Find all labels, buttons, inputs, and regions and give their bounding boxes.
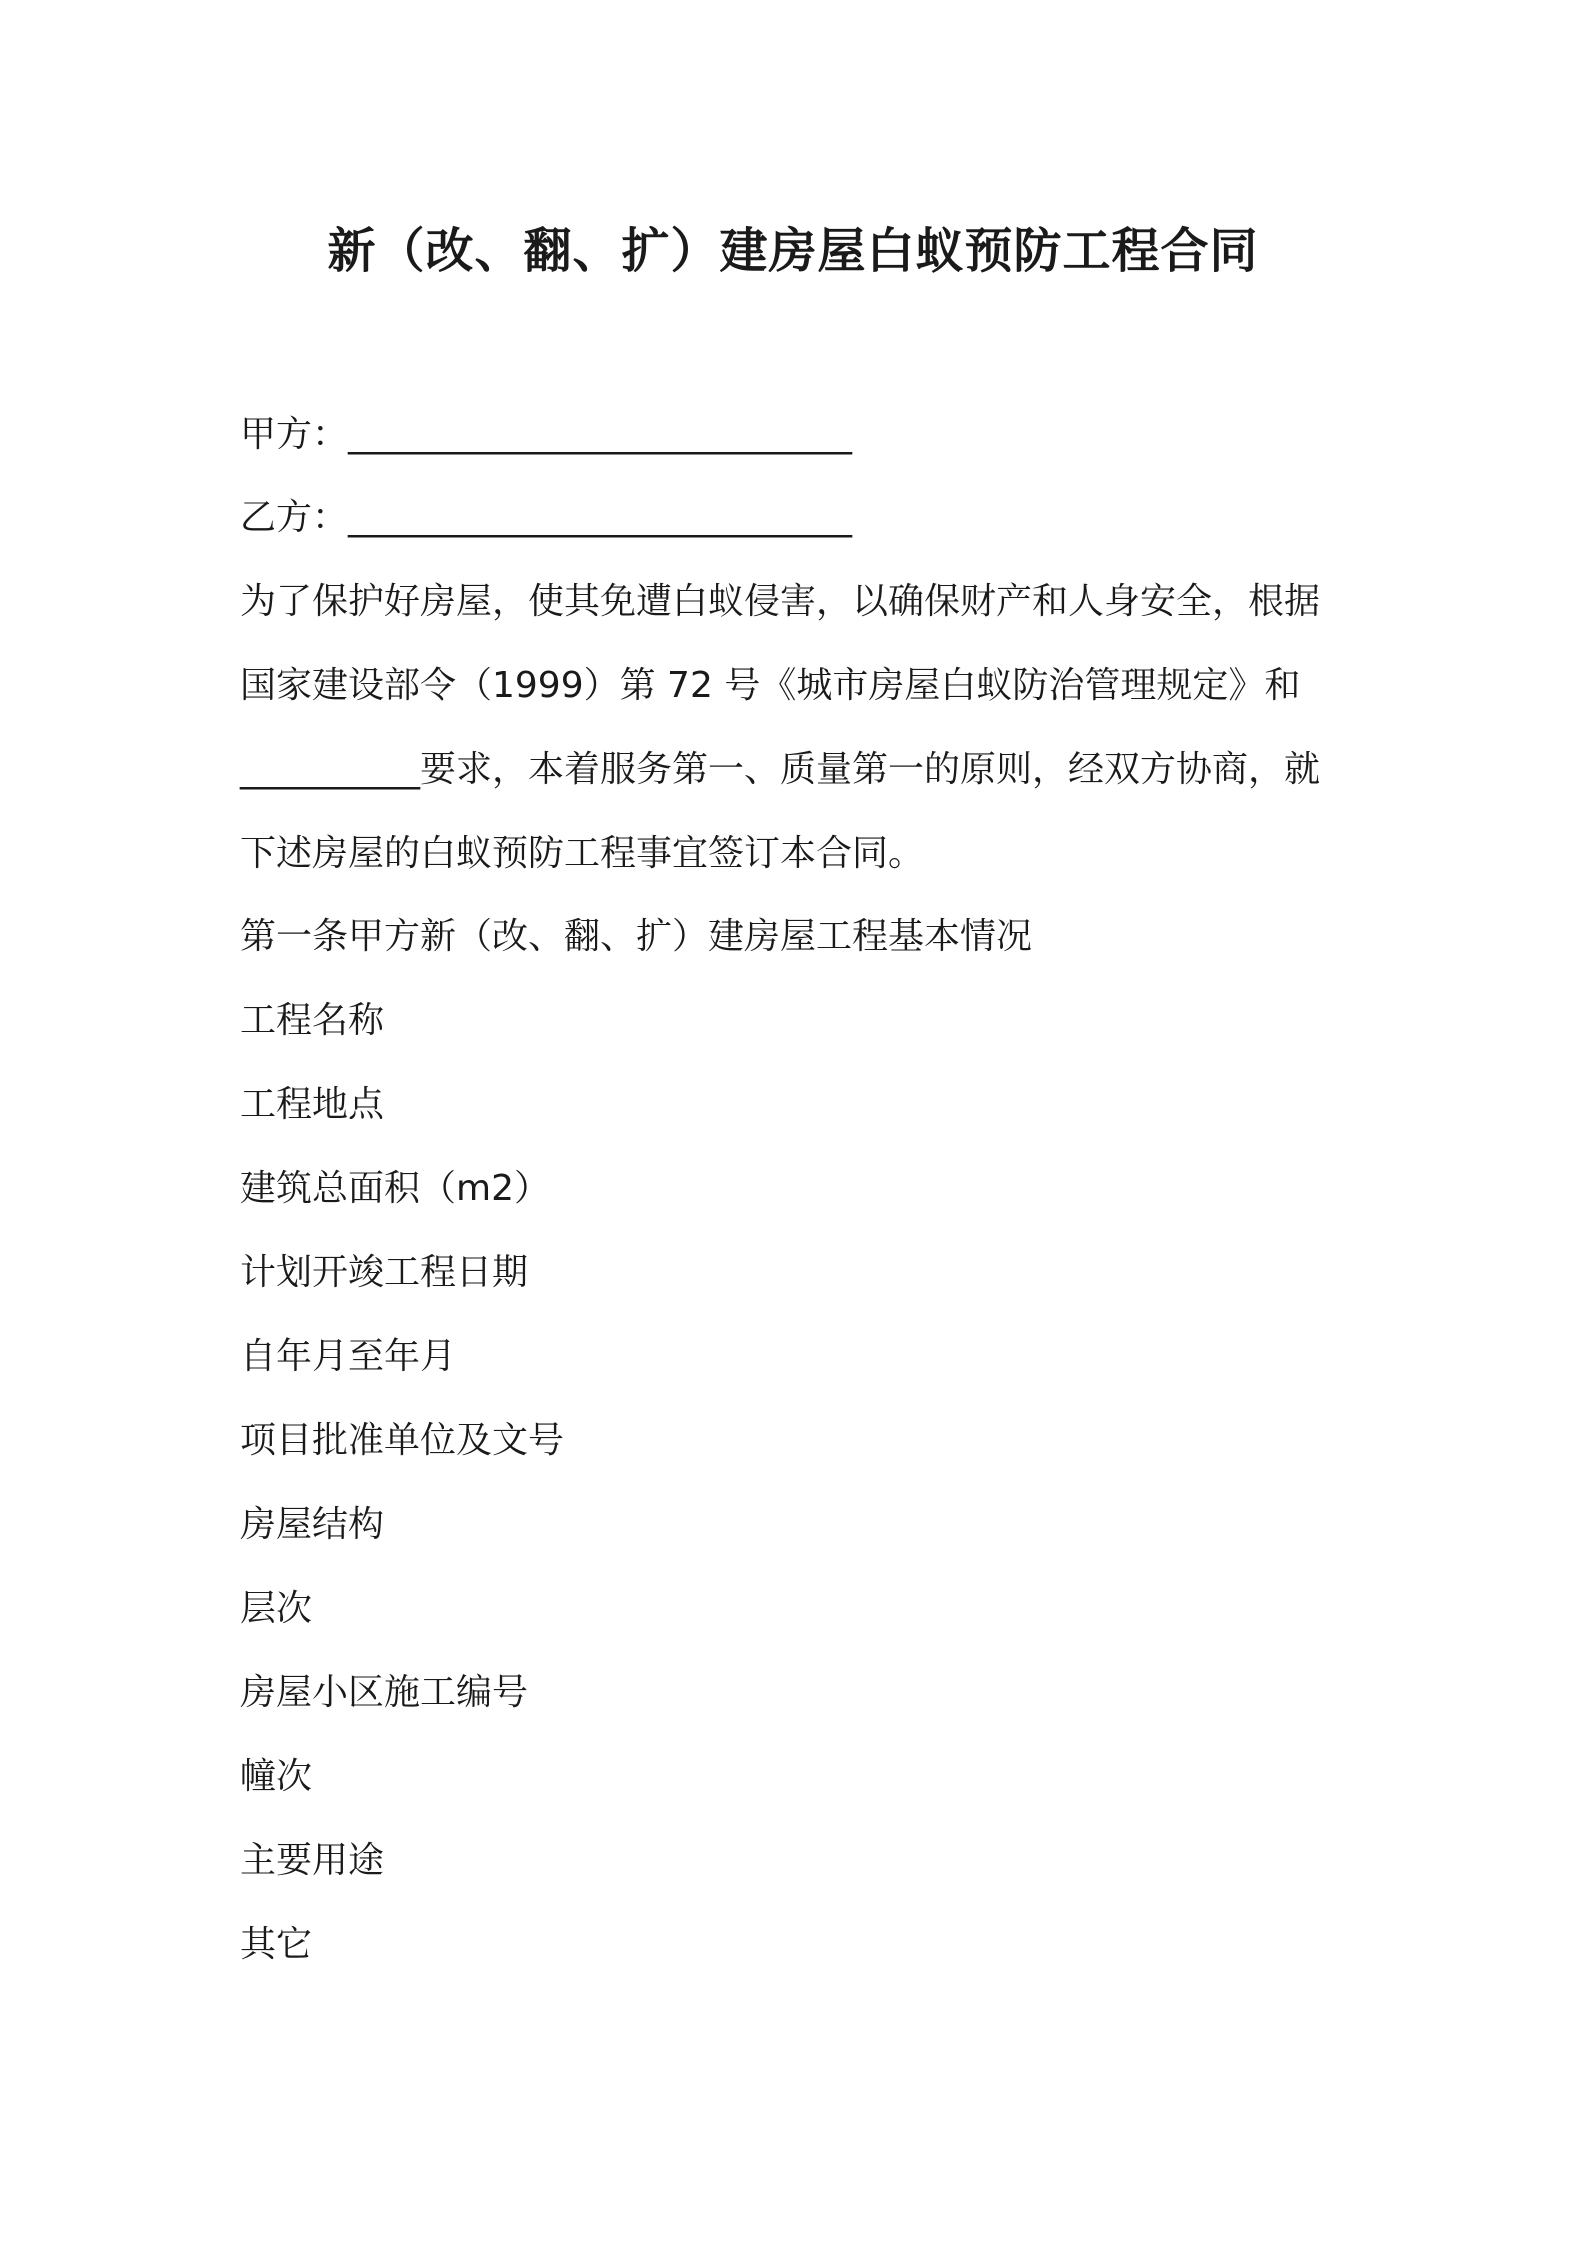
intro-line: __________要求，本着服务第一、质量第一的原则，经双方协商，就 — [240, 749, 1321, 790]
field-planned-dates: 计划开竣工程日期 — [240, 1252, 529, 1293]
party-a-line: 甲方：____________________________ — [240, 414, 853, 455]
intro-line: 国家建设部令（1999）第 72 号《城市房屋白蚁防治管理规定》和 — [240, 665, 1301, 706]
field-structure: 房屋结构 — [240, 1504, 385, 1545]
field-main-use: 主要用途 — [240, 1840, 385, 1881]
field-building-count: 幢次 — [240, 1756, 313, 1797]
field-project-location: 工程地点 — [240, 1084, 385, 1125]
field-construction-number: 房屋小区施工编号 — [240, 1672, 529, 1713]
party-b-line: 乙方：____________________________ — [240, 497, 853, 538]
intro-line: 为了保护好房屋，使其免遭白蚁侵害，以确保财产和人身安全，根据 — [240, 581, 1321, 622]
field-floors: 层次 — [240, 1588, 313, 1629]
field-other: 其它 — [240, 1924, 313, 1965]
document-title: 新（改、翻、扩）建房屋白蚁预防工程合同 — [327, 223, 1259, 279]
field-approval-unit: 项目批准单位及文号 — [240, 1420, 565, 1461]
field-date-range: 自年月至年月 — [240, 1336, 457, 1377]
intro-paragraph — [240, 560, 1350, 896]
intro-line: 下述房屋的白蚁预防工程事宜签订本合同。 — [240, 833, 925, 874]
article-1-heading: 第一条甲方新（改、翻、扩）建房屋工程基本情况 — [240, 916, 1033, 957]
field-project-name: 工程名称 — [240, 1000, 385, 1041]
field-total-area: 建筑总面积（m2） — [240, 1168, 550, 1209]
